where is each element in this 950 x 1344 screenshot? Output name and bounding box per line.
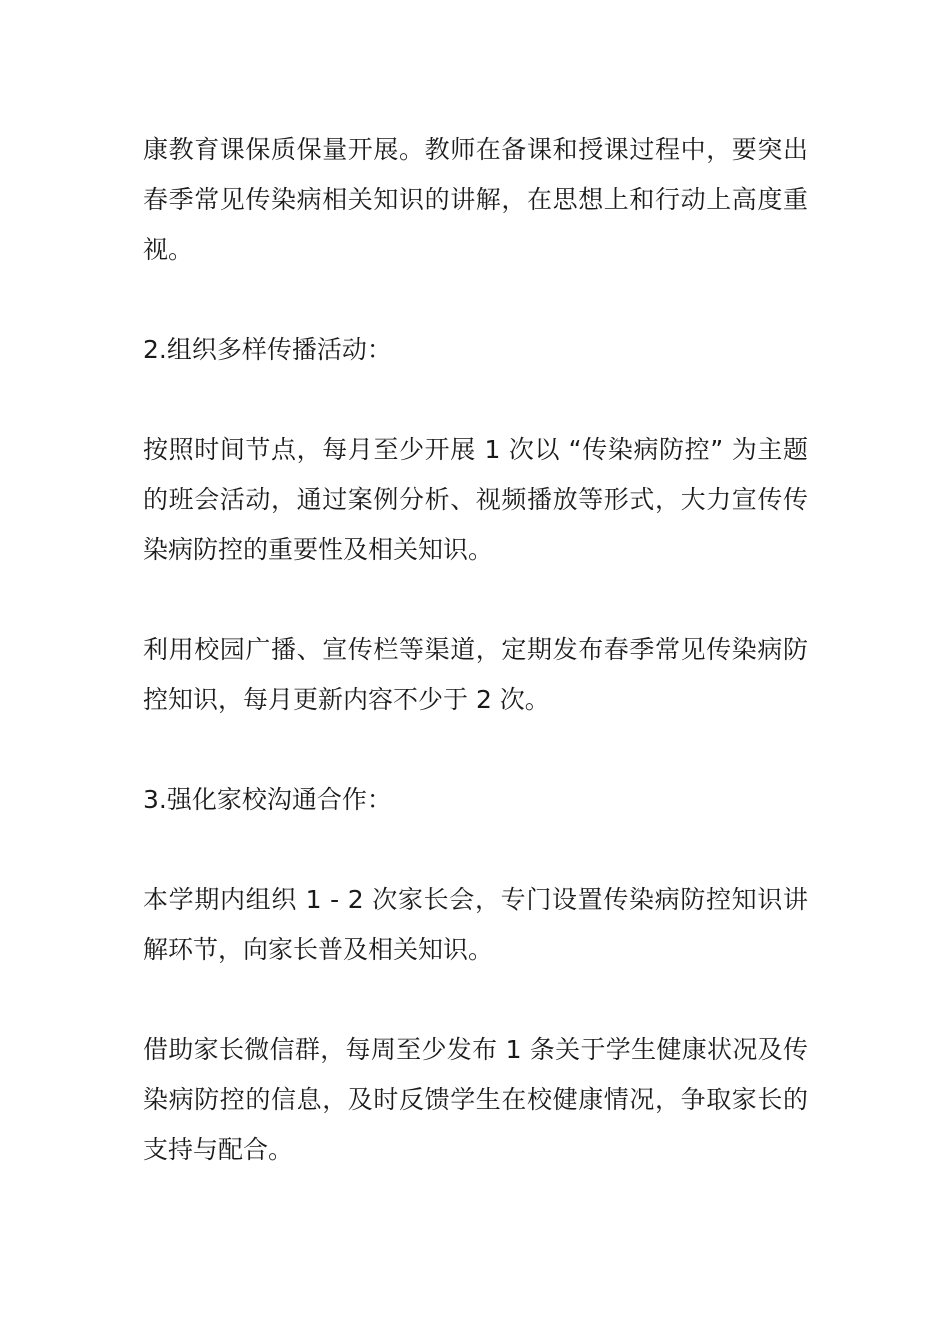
document-body bbox=[143, 125, 808, 1225]
section-heading: 2.组织多样传播活动： bbox=[143, 335, 392, 364]
body-paragraph: 利用校园广播、宣传栏等渠道，定期发布春季常见传染病防控知识，每月更新内容不少于 2 次。 bbox=[143, 635, 808, 714]
body-paragraph: 借助家长微信群，每周至少发布 1 条关于学生健康状况及传染病防控的信息，及时反馈学生在校健康情况，争取家长的支持与配合。 bbox=[143, 1035, 808, 1164]
body-paragraph: 按照时间节点，每月至少开展 1 次以 “传染病防控” 为主题的班会活动，通过案例分析、视频播放等形式，大力宣传传染病防控的重要性及相关知识。 bbox=[143, 435, 808, 564]
section-heading: 3.强化家校沟通合作： bbox=[143, 785, 392, 814]
body-paragraph: 康教育课保质保量开展。教师在备课和授课过程中，要突出春季常见传染病相关知识的讲解，在思想上和行动上高度重视。 bbox=[143, 135, 808, 264]
body-paragraph: 本学期内组织 1 - 2 次家长会，专门设置传染病防控知识讲解环节，向家长普及相关知识。 bbox=[143, 885, 808, 964]
